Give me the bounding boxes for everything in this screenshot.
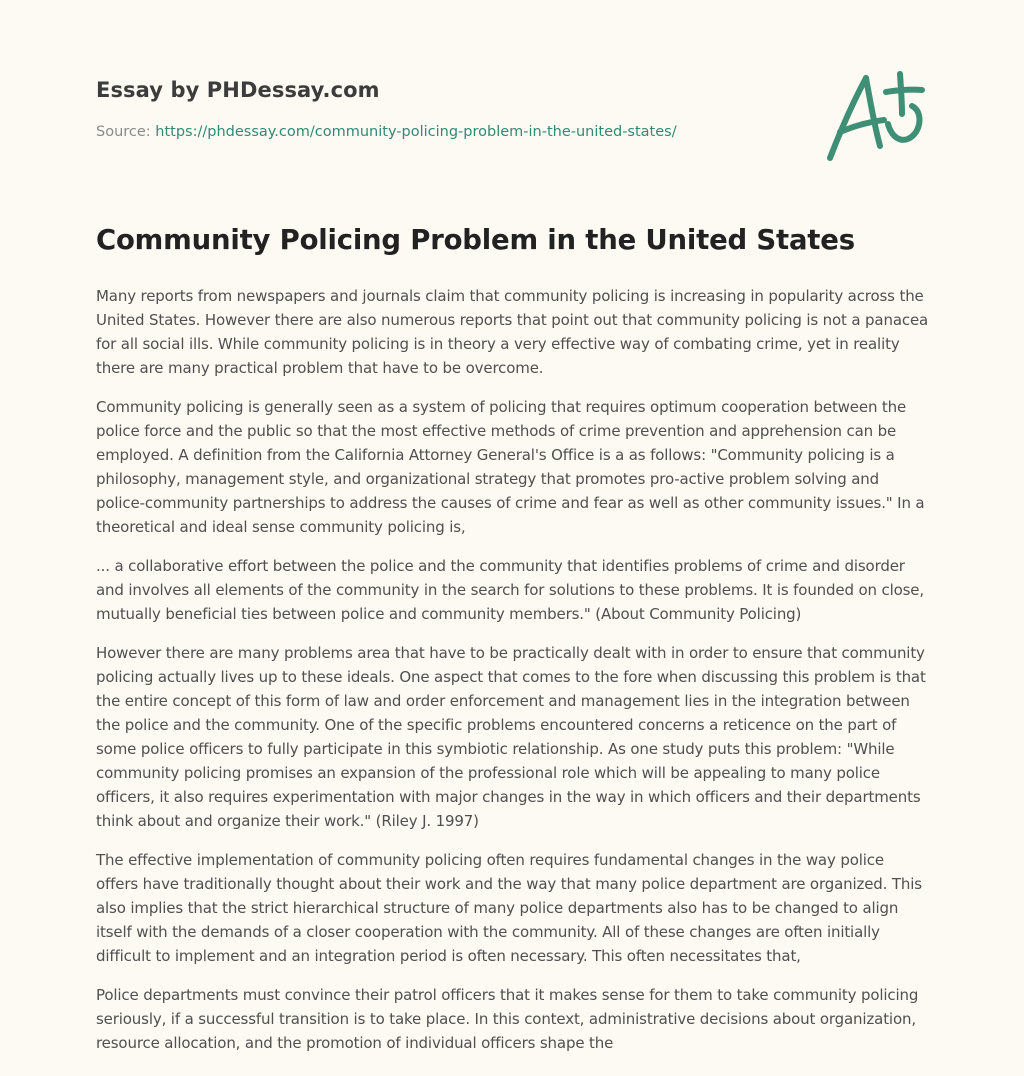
essay-paragraph: Police departments must convince their patrol officers that it makes sense for them to take community policing seriously, if a successful transition is to take place. In this context, administrative decisions about organization, resource allocation, and the promotion of individual officers shape the	[96, 986, 919, 1052]
source-line	[96, 124, 677, 140]
a-plus-grade-icon	[822, 66, 930, 166]
essay-body	[96, 284, 930, 1070]
site-brand: Essay by PHDessay.com	[96, 78, 380, 102]
essay-paragraph: ... a collaborative effort between the police and the community that identifies problems of crime and disorder and involves all elements of the community in the search for solutions to these problems. It is founded on close, mutually beneficial ties between police and community members." (About Community Policing)	[96, 557, 924, 623]
essay-title: Community Policing Problem in the United States	[96, 224, 855, 256]
essay-paragraph: Community policing is generally seen as a system of policing that requires optimum cooperation between the police force and the public so that the most effective methods of crime prevention and apprehension can be employed. A definition from the California Attorney General's Office is a as follows: "Community policing is a philosophy, management style, and organizational strategy that promotes pro-active problem solving and police-community partnerships to address the causes of crime and fear as well as other community issues." In a theoretical and ideal sense community policing is,	[96, 398, 925, 536]
source-label: Source:	[96, 124, 156, 140]
source-link[interactable]: https://phdessay.com/community-policing-problem-in-the-united-states/	[155, 124, 677, 140]
essay-paragraph: However there are many problems area that have to be practically dealt with in order to ensure that community policing actually lives up to these ideals. One aspect that comes to the fore when discussing this problem is that the entire concept of this form of law and order enforcement and management lies in the integration between the police and the community. One of the specific problems encountered concerns a reticence on the part of some police officers to fully participate in this symbiotic relationship. As one study puts this problem: "While community policing promises an expansion of the professional role which will be appealing to many police officers, it also requires experimentation with major changes in the way in which officers and their departments think about and organize their work." (Riley J. 1997)	[96, 644, 926, 830]
essay-paragraph: Many reports from newspapers and journals claim that community policing is increasing in popularity across the United States. However there are also numerous reports that point out that community policing is not a panacea for all social ills. While community policing is in theory a very effective way of combating crime, yet in reality there are many practical problem that have to be overcome.	[96, 287, 929, 377]
essay-paragraph: The effective implementation of community policing often requires fundamental changes in the way police offers have traditionally thought about their work and the way that many police department are organized. This also implies that the strict hierarchical structure of many police departments also has to be changed to align itself with the demands of a closer cooperation with the community. All of these changes are often initially difficult to implement and an integration period is often necessary. This often necessitates that,	[96, 851, 922, 965]
